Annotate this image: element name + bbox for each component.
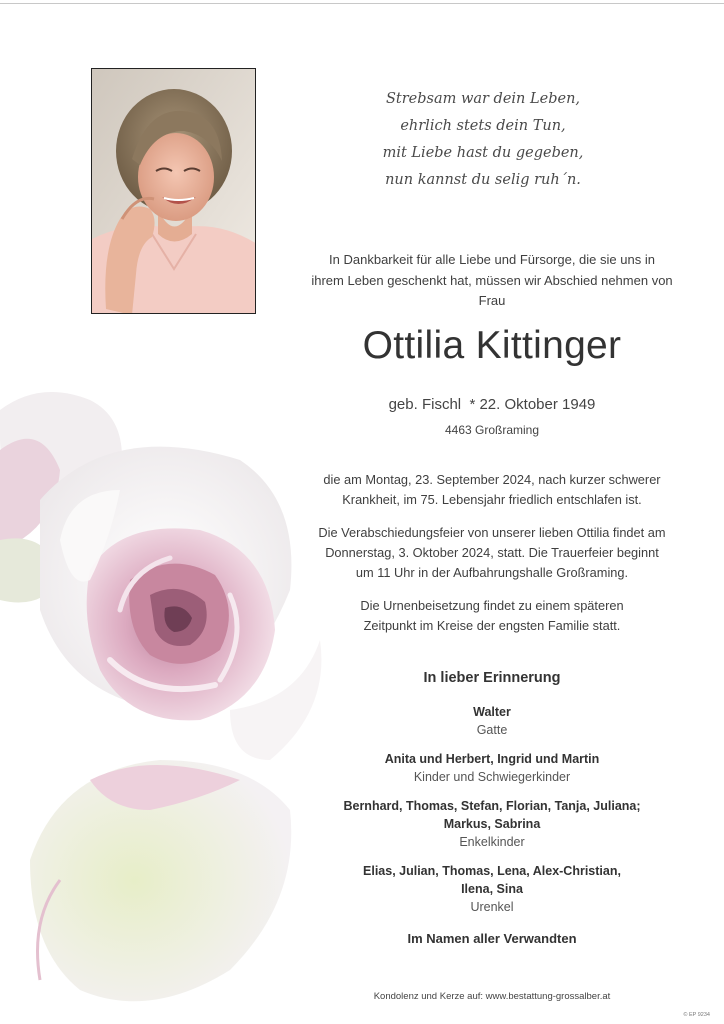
mourner-relation: Gatte (476, 723, 508, 737)
mourner-relation: Enkelkinder (459, 835, 525, 849)
urn-notice (300, 596, 684, 636)
condolence-footer: Kondolenz und Kerze auf: www.bestattung-grossalber.at (373, 991, 611, 1002)
intro-text (300, 250, 684, 312)
urn-line: Zeitpunkt im Kreise der engsten Familie statt. (363, 618, 621, 633)
verse-line: nun kannst du selig ruh´n. (385, 172, 581, 188)
mourner-group (300, 797, 684, 851)
death-notice-line: Krankheit, im 75. Lebensjahr friedlich entschlafen ist. (342, 492, 642, 507)
verse-line: ehrlich stets dein Tun, (400, 118, 566, 134)
mourners-list (300, 703, 684, 927)
death-notice-line: die am Montag, 23. September 2024, nach kurzer schwerer (323, 472, 661, 487)
intro-line: Frau (478, 293, 506, 308)
mourner-names: Bernhard, Thomas, Stefan, Florian, Tanja, Juliana; (343, 799, 641, 813)
memorial-verse (368, 86, 598, 194)
portrait-illustration (92, 69, 256, 314)
print-code: © EP 9234 (683, 1012, 710, 1018)
ceremony-line: Die Verabschiedungsfeier von unserer lieben Ottilia findet am (318, 525, 666, 540)
mourner-names: Walter (473, 705, 511, 719)
mourner-names: Ilena, Sina (461, 882, 523, 896)
ceremony-line: Donnerstag, 3. Oktober 2024, statt. Die Trauerfeier beginnt (325, 545, 659, 560)
verse-line: mit Liebe hast du gegeben, (382, 145, 584, 161)
rose-illustration (0, 380, 340, 1020)
mourner-names: Markus, Sabrina (443, 817, 541, 831)
ceremony-notice (300, 523, 684, 583)
portrait-photo (91, 68, 256, 314)
mourner-relation: Kinder und Schwiegerkinder (413, 770, 571, 784)
urn-line: Die Urnenbeisetzung findet zu einem späteren (360, 598, 624, 613)
memory-heading: In lieber Erinnerung (423, 670, 561, 686)
mourner-names: Elias, Julian, Thomas, Lena, Alex-Christian, (363, 864, 621, 878)
mourner-relation: Urenkel (470, 900, 514, 914)
mourner-group (300, 750, 684, 786)
residence: 4463 Großraming (444, 423, 540, 437)
intro-line: ihrem Leben geschenkt hat, müssen wir Abschied nehmen von (311, 272, 673, 288)
birth-line: geb. Fischl * 22. Oktober 1949 (388, 396, 596, 413)
closing-line: Im Namen aller Verwandten (407, 931, 577, 946)
verse-line: Strebsam war dein Leben, (385, 91, 581, 107)
mourner-names: Anita und Herbert, Ingrid und Martin (384, 752, 600, 766)
ceremony-line: um 11 Uhr in der Aufbahrungshalle Großraming. (355, 565, 629, 580)
mourner-group (300, 703, 684, 739)
mourner-group (300, 862, 684, 916)
intro-line: In Dankbarkeit für alle Liebe und Fürsorge, die sie uns in (329, 252, 655, 267)
deceased-name: Ottilia Kittinger (362, 324, 622, 367)
death-notice (300, 470, 684, 510)
top-rule (0, 3, 724, 4)
